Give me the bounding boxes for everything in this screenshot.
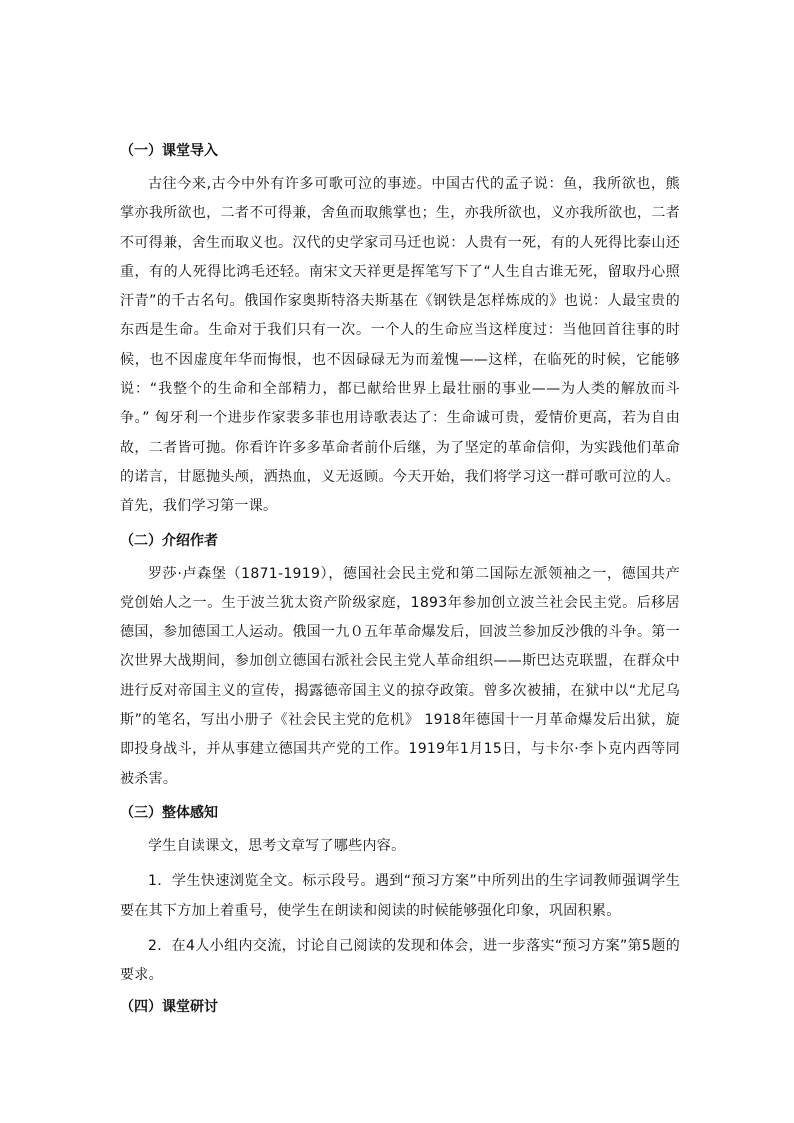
paragraph: 古往今来,古今中外有许多可歌可泣的事迹。中国古代的孟子说：鱼，我所欲也，熊掌亦我所欲也，二者不可得兼，舍鱼而取熊掌也；生，亦我所欲也，义亦我所欲也，二者不可得兼，舍生而取义也。汉代的史学家司马迁也说：人贵有一死，有的人死得比泰山还重，有的人死得比鸿毛还轻。南宋文天祥更是挥笔写下了“人生自古谁无死，留取丹心照汗青”的千古名句。俄国作家奥斯特洛夫斯基在《钢铁是怎样炼成的》也说：人最宝贵的东西是生命。生命对于我们只有一次。一个人的生命应当这样度过：当他回首往事的时候，也不因虚度年华而悔恨，也不因碌碌无为而羞愧——这样，在临死的时候，它能够说：“我整个的生命和全部精力，都已献给世界上最壮丽的事业——为人类的解放而斗争。” 匈牙利一个进步作家裴多菲也用诗歌表达了：生命诚可贵，爱情价更高，若为自由故，二者皆可抛。你看许许多多革命者前仆后继，为了坚定的革命信仰，为实践他们革命的诺言，甘愿抛头颅，洒热血，义无返顾。今天开始，我们将学习这一群可歌可泣的人。首先，我们学习第一课。 (120, 176, 680, 515)
section-heading: （三）整体感知 (120, 804, 218, 821)
section-heading: （一）课堂导入 (120, 143, 218, 159)
paragraph: 罗莎·卢森堡（1871-1919），德国社会民主党和第二国际左派领袖之一，德国共产党创始人之一。生于波兰犹太资产阶级家庭，1893年参加创立波兰社会民主党。后移居德国，参加德国工人运动。俄国一九０五年革命爆发后，回波兰参加反沙俄的斗争。第一次世界大战期间，参加创立德国右派社会民主党人革命组织——斯巴达克联盟，在群众中进行反对帝国主义的宣传，揭露德帝国主义的掠夺政策。曾多次被捕，在狱中以“尤尼乌斯”的笔名，写出小册子《社会民主党的危机》 1918年德国十一月革命爆发后出狱，旋即投身战斗，并从事建立德国共产党的工作。1919年1月15日，与卡尔·李卜克内西等同被杀害。 (120, 565, 680, 787)
document-body (120, 140, 680, 1026)
paragraph: 2．在4人小组内交流，讨论自己阅读的发现和体会，进一步落实“预习方案”第5题的要求。 (120, 937, 680, 984)
paragraph: 学生自读课文，思考文章写了哪些内容。 (148, 837, 406, 854)
section-heading: （四）课堂研讨 (120, 999, 218, 1016)
section-heading: （二）介绍作者 (120, 532, 218, 549)
paragraph: 1．学生快速浏览全文。标示段号。遇到“预习方案”中所列出的生字词教师强调学生要在其下方加上着重号，使学生在朗读和阅读的时候能够强化印象，巩固积累。 (120, 873, 680, 919)
